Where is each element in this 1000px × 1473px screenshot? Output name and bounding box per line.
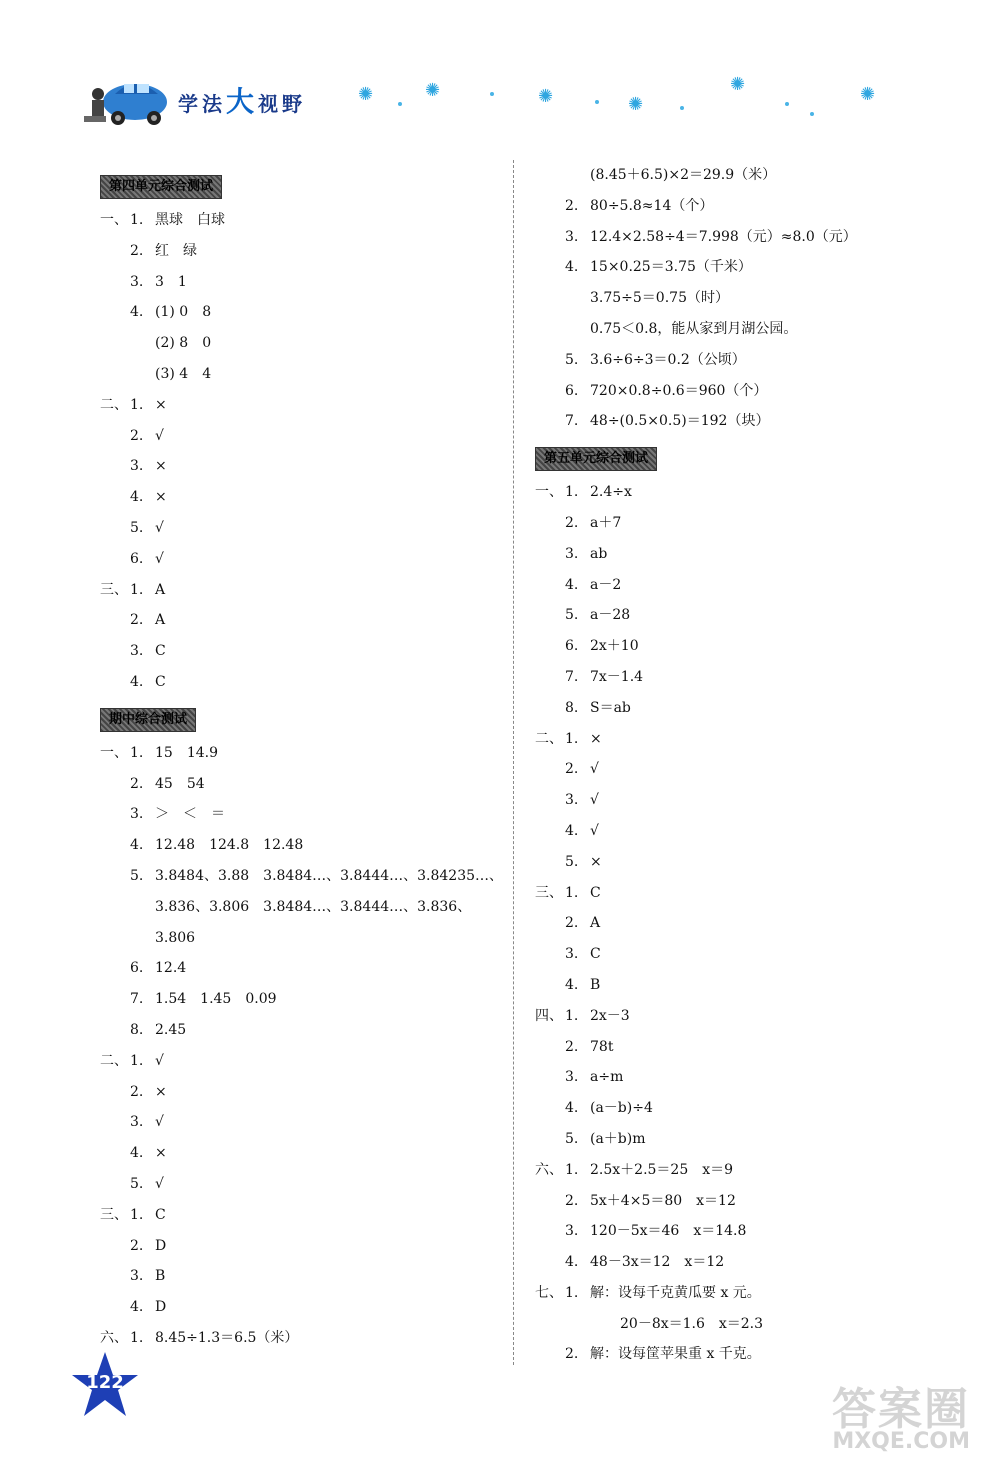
answer-text: 48－3x＝12 x＝12: [590, 1254, 725, 1271]
answer-row: [100, 482, 500, 513]
answer-list: [100, 205, 500, 698]
answer-text: (2) 8 0: [155, 335, 212, 352]
answer-number: 2.: [565, 197, 579, 214]
decor-dot: [595, 100, 599, 104]
answer-row: [100, 544, 500, 575]
answer-row: [100, 205, 500, 236]
answer-row: [100, 1107, 500, 1138]
answer-row: [535, 345, 955, 376]
answer-row: [535, 816, 955, 847]
page-number: 122: [86, 1372, 124, 1393]
answer-text: ×: [155, 489, 167, 506]
answer-row-continuation: [100, 892, 500, 923]
answer-number: 2.: [565, 1192, 579, 1209]
answer-row: [100, 1292, 500, 1323]
answer-number: 2.: [565, 514, 579, 531]
answer-text: 15×0.25＝3.75（千米）: [590, 259, 752, 276]
answer-text: C: [590, 884, 601, 901]
answer-row: [100, 984, 500, 1015]
answer-text: 2.4÷x: [590, 484, 632, 501]
brand-big: 大: [226, 85, 259, 118]
answer-row-continuation: [535, 1309, 955, 1340]
answer-row: [535, 314, 955, 345]
answer-number: 1.: [565, 1161, 579, 1178]
answer-row: [100, 328, 500, 359]
answer-row: [535, 1001, 955, 1032]
answer-text: 12.48 124.8 12.48: [155, 837, 304, 854]
answer-row: [100, 953, 500, 984]
column-divider: [513, 160, 514, 1365]
answer-lead: 一、: [100, 744, 128, 761]
answer-text: C: [155, 1206, 166, 1223]
answer-row: [535, 1032, 955, 1063]
answer-row: [535, 283, 955, 314]
answer-text: (1) 0 8: [155, 304, 212, 321]
answer-number: 1.: [130, 744, 144, 761]
answer-number: 4.: [565, 822, 579, 839]
answer-text: B: [155, 1268, 166, 1285]
answer-number: 5.: [130, 519, 144, 536]
answer-number: 6.: [130, 960, 144, 977]
watermark-url: MXQE.COM: [832, 1429, 970, 1454]
answer-row: [100, 799, 500, 830]
answer-text: ＞ ＜ ＝: [155, 806, 225, 823]
page-header: [80, 62, 900, 132]
answer-number: 4.: [130, 673, 144, 690]
answer-number: 3.: [130, 458, 144, 475]
answer-text: √: [155, 519, 164, 536]
answer-text: 2.5x＋2.5＝25 x＝9: [590, 1161, 734, 1178]
answer-text: 12.4×2.58÷4＝7.998（元）≈8.0（元）: [590, 228, 857, 245]
answer-number: 7.: [565, 668, 579, 685]
answer-number: 8.: [565, 699, 579, 716]
sparkle-icon: ✺: [860, 84, 876, 105]
answer-row: [535, 754, 955, 785]
answer-number: 1.: [565, 1007, 579, 1024]
watermark-title: 答案圈: [832, 1384, 970, 1435]
answer-number: 3.: [130, 1114, 144, 1131]
answer-number: 4.: [565, 259, 579, 276]
answer-text: B: [590, 976, 601, 993]
answer-row: [535, 939, 955, 970]
answer-text: ×: [155, 458, 167, 475]
answer-row: [100, 605, 500, 636]
answer-number: 1.: [565, 730, 579, 747]
answer-number: 2.: [565, 1038, 579, 1055]
answer-number: 5.: [130, 1175, 144, 1192]
answer-number: 4.: [565, 1100, 579, 1117]
sparkle-icon: ✺: [538, 86, 554, 107]
answer-number: 2.: [130, 242, 144, 259]
answer-row: [100, 1077, 500, 1108]
sparkle-icon: ✺: [628, 94, 644, 115]
answer-row: [535, 662, 955, 693]
answer-text: 3.75÷5＝0.75（时）: [590, 290, 729, 307]
answer-text: D: [155, 1299, 167, 1316]
answer-row: [100, 738, 500, 769]
answer-number: 2.: [565, 761, 579, 778]
answer-lead: 六、: [535, 1161, 563, 1178]
answer-text: C: [155, 643, 166, 660]
answer-number: 5.: [565, 853, 579, 870]
watermark: [800, 1373, 970, 1463]
answer-row-continuation: [100, 923, 500, 954]
section-header: [535, 437, 955, 477]
answer-number: 1.: [130, 1052, 144, 1069]
answer-number: 5.: [565, 1130, 579, 1147]
answer-row: [535, 1093, 955, 1124]
answer-text: 解：设每千克黄瓜要 x 元。: [590, 1284, 761, 1301]
answer-text: 20－8x＝1.6 x＝2.3: [620, 1315, 764, 1332]
answer-lead: 四、: [535, 1007, 563, 1024]
answer-text: 80÷5.8≈14（个）: [590, 197, 714, 214]
answer-row: [100, 636, 500, 667]
answer-text: ×: [590, 853, 602, 870]
answer-list: [100, 738, 504, 892]
answer-number: 1.: [130, 1206, 144, 1223]
answer-number: 1.: [565, 484, 579, 501]
answer-row: [100, 297, 500, 328]
answer-text: √: [155, 427, 164, 444]
answer-number: 3.: [565, 946, 579, 963]
sparkle-icon: ✺: [730, 74, 746, 95]
answer-row: [100, 667, 500, 698]
answer-text: √: [155, 1114, 164, 1131]
answer-text: 3.6÷6÷3＝0.2（公顷）: [590, 351, 746, 368]
answer-text: 3.806: [155, 929, 196, 946]
answer-row: [535, 693, 955, 724]
answer-row: [100, 1046, 500, 1077]
answer-row: [535, 477, 955, 508]
answer-text: 0.75＜0.8，能从家到月湖公园。: [590, 320, 798, 337]
answer-row: [535, 1155, 955, 1186]
answer-row: [535, 908, 955, 939]
answer-text: A: [155, 581, 166, 598]
answer-number: 5.: [565, 607, 579, 624]
answer-number: 6.: [565, 638, 579, 655]
answer-list: [535, 477, 955, 1309]
answer-number: 3.: [565, 228, 579, 245]
answer-number: 5.: [565, 351, 579, 368]
answer-number: 1.: [130, 581, 144, 598]
answer-text: 7x－1.4: [590, 668, 644, 685]
answer-row: [535, 376, 955, 407]
answer-row: [100, 1261, 500, 1292]
answer-list: [100, 953, 500, 1353]
answer-row: [535, 1339, 955, 1370]
answer-number: 1.: [130, 396, 144, 413]
answer-text: A: [590, 915, 601, 932]
answer-lead: 七、: [535, 1284, 563, 1301]
brand-part2: 视野: [258, 92, 307, 116]
answer-number: 5.: [130, 867, 144, 884]
answer-row: [535, 1124, 955, 1155]
answer-text: C: [590, 946, 601, 963]
answer-row: [100, 1231, 500, 1262]
answer-text: 红 绿: [155, 242, 197, 259]
answer-row: [535, 1062, 955, 1093]
answer-number: 3.: [130, 806, 144, 823]
answer-number: 3.: [565, 1223, 579, 1240]
sparkle-icon: ✺: [358, 84, 374, 105]
answer-number: 3.: [130, 273, 144, 290]
answer-number: 4.: [130, 489, 144, 506]
answer-lead: 三、: [100, 581, 128, 598]
answer-text: S＝ab: [590, 699, 631, 716]
answer-text: √: [590, 761, 599, 778]
answer-number: 8.: [130, 1021, 144, 1038]
answer-text: 15 14.9: [155, 744, 218, 761]
answer-number: 2.: [565, 1346, 579, 1363]
answer-text: 8.45÷1.3＝6.5（米）: [155, 1329, 299, 1346]
answer-row: [535, 878, 955, 909]
answer-text: √: [155, 550, 164, 567]
answer-row: [535, 222, 955, 253]
answer-row: [535, 631, 955, 662]
answer-row: [100, 267, 500, 298]
answer-text: √: [590, 822, 599, 839]
page-number-badge: [70, 1350, 140, 1420]
answer-lead: 二、: [535, 730, 563, 747]
answer-row: [100, 1169, 500, 1200]
answer-text: 2x＋10: [590, 638, 639, 655]
answer-number: 7.: [565, 413, 579, 430]
answer-number: 4.: [565, 1254, 579, 1271]
brand-title: [178, 72, 328, 117]
answer-row: [535, 508, 955, 539]
answer-text: D: [155, 1237, 167, 1254]
brand-part1: 学法: [178, 92, 226, 116]
answer-text: 2x－3: [590, 1007, 630, 1024]
answer-text: 黑球 白球: [155, 212, 225, 228]
answer-row: [535, 1247, 955, 1278]
section-title: 第四单元综合测试: [100, 175, 222, 199]
answer-row: [100, 451, 500, 482]
answer-text: 1.54 1.45 0.09: [155, 991, 277, 1008]
answer-text: (a＋b)m: [590, 1130, 646, 1147]
answer-text: 45 54: [155, 775, 205, 792]
answer-row: [100, 861, 504, 892]
answer-list: [535, 160, 955, 437]
section-title: 第五单元综合测试: [535, 447, 657, 471]
decor-dot: [680, 106, 684, 110]
answer-number: 1.: [565, 1284, 579, 1301]
answer-row: [100, 575, 500, 606]
answer-text: 12.4: [155, 960, 187, 977]
answer-number: 4.: [130, 304, 144, 321]
answer-lead: 二、: [100, 1052, 128, 1069]
answer-number: 2.: [130, 1083, 144, 1100]
answer-text: a＋7: [590, 514, 622, 531]
answer-text: 78t: [590, 1038, 614, 1055]
decor-dot: [810, 112, 814, 116]
answer-row: [535, 724, 955, 755]
answer-number: 4.: [565, 576, 579, 593]
left-column: [100, 165, 504, 1354]
answer-number: 4.: [565, 976, 579, 993]
answer-row: [100, 1323, 500, 1354]
answer-row: [100, 769, 500, 800]
answer-text: 120－5x＝46 x＝14.8: [590, 1223, 747, 1240]
answer-text: (3) 4 4: [155, 365, 212, 382]
answer-row: [535, 406, 955, 437]
answer-number: 2.: [565, 915, 579, 932]
answer-number: 7.: [130, 991, 144, 1008]
decor-dot: [398, 102, 402, 106]
answer-number: 6.: [565, 382, 579, 399]
answer-text: 3.8484、3.88 3.8484…、3.8444…、3.84235…、: [155, 867, 504, 884]
answer-row: [100, 830, 500, 861]
answer-text: (8.45＋6.5)×2＝29.9（米）: [590, 167, 777, 183]
answer-row: [100, 513, 500, 544]
answer-text: a－28: [590, 607, 631, 624]
answer-row: [535, 970, 955, 1001]
answer-lead: 一、: [535, 484, 563, 501]
answer-row: [100, 1138, 500, 1169]
answer-row: [535, 160, 955, 191]
answer-row: [535, 191, 955, 222]
answer-text: 5x＋4×5＝80 x＝12: [590, 1192, 736, 1209]
answer-row: [535, 600, 955, 631]
answer-row: [535, 847, 955, 878]
answer-text: a－2: [590, 576, 622, 593]
answer-row: [535, 1186, 955, 1217]
answer-lead: 三、: [535, 884, 563, 901]
answer-text: 解：设每筐苹果重 x 千克。: [590, 1346, 761, 1363]
answer-text: 3 1: [155, 273, 187, 290]
answer-row: [100, 390, 500, 421]
answer-number: 3.: [565, 1069, 579, 1086]
answer-text: a÷m: [590, 1069, 624, 1086]
answer-row: [535, 785, 955, 816]
answer-text: √: [590, 792, 599, 809]
answer-number: 3.: [565, 545, 579, 562]
answer-row: [100, 359, 500, 390]
right-column: [535, 160, 955, 1370]
answer-text: 48÷(0.5×0.5)＝192（块）: [590, 413, 770, 430]
decor-dot: [785, 102, 789, 106]
answer-number: 6.: [130, 550, 144, 567]
answer-number: 2.: [130, 427, 144, 444]
sparkle-icon: ✺: [425, 80, 441, 101]
answer-text: ab: [590, 545, 608, 562]
answer-text: 720×0.8÷0.6＝960（个）: [590, 382, 768, 399]
answer-text: 2.45: [155, 1021, 187, 1038]
answer-row: [100, 236, 500, 267]
section-header: [100, 698, 500, 738]
answer-number: 1.: [130, 212, 144, 228]
answer-row: [535, 252, 955, 283]
answer-number: 4.: [130, 837, 144, 854]
answer-lead: 六、: [100, 1329, 128, 1346]
answer-number: 2.: [130, 775, 144, 792]
answer-text: 3.836、3.806 3.8484…、3.8444…、3.836、: [155, 898, 472, 915]
answer-number: 3.: [130, 1268, 144, 1285]
answer-number: 1.: [130, 1329, 144, 1346]
answer-text: √: [155, 1175, 164, 1192]
answer-number: 2.: [130, 612, 144, 629]
section-title: 期中综合测试: [100, 708, 196, 732]
section-header: [100, 165, 500, 205]
answer-row: [100, 1015, 500, 1046]
answer-number: 3.: [565, 792, 579, 809]
answer-row: [535, 539, 955, 570]
answer-row: [535, 1216, 955, 1247]
answer-number: 3.: [130, 643, 144, 660]
answer-text: ×: [155, 396, 167, 413]
answer-text: ×: [155, 1083, 167, 1100]
answer-text: (a－b)÷4: [590, 1100, 653, 1117]
answer-row: [535, 1278, 955, 1309]
answer-row: [535, 570, 955, 601]
answer-number: 2.: [130, 1237, 144, 1254]
answer-text: ×: [155, 1145, 167, 1162]
answer-row: [100, 1200, 500, 1231]
answer-lead: 一、: [100, 212, 128, 228]
car-logo-icon: [80, 72, 170, 127]
answer-text: ×: [590, 730, 602, 747]
answer-number: 4.: [130, 1299, 144, 1316]
answer-lead: 二、: [100, 396, 128, 413]
answer-row: [100, 421, 500, 452]
decor-dot: [490, 92, 494, 96]
answer-lead: 三、: [100, 1206, 128, 1223]
answer-text: √: [155, 1052, 164, 1069]
answer-text: A: [155, 612, 166, 629]
answer-text: C: [155, 673, 166, 690]
answer-number: 1.: [565, 884, 579, 901]
answer-number: 4.: [130, 1145, 144, 1162]
